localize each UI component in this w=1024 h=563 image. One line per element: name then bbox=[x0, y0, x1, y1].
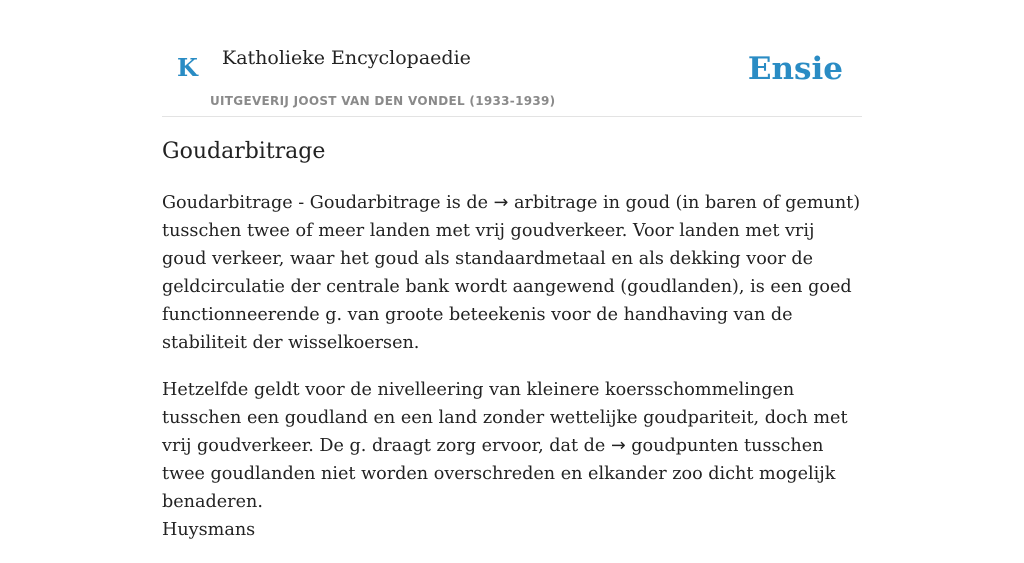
cross-reference-link-goudpunten[interactable]: goudpunten bbox=[631, 435, 739, 456]
paragraph-text: tusschen twee goudlanden niet worden overschreden en elkander zoo dicht mogelijk benaderen. bbox=[162, 435, 836, 512]
article-title: Goudarbitrage bbox=[162, 139, 326, 164]
article bbox=[162, 138, 862, 563]
arrow-icon: → bbox=[493, 192, 509, 213]
cross-reference-link-arbitrage[interactable]: arbitrage bbox=[513, 192, 598, 213]
arrow-icon: → bbox=[610, 435, 626, 456]
publication-title[interactable]: Katholieke Encyclopaedie bbox=[222, 47, 471, 69]
ensie-logo[interactable]: Ensie bbox=[747, 51, 843, 87]
paragraph-text: Hetzelfde geldt voor de nivelleering van kleinere koersschommelingen tusschen een goudland en een land zonder wettelijke goudpariteit, doch met vrij goudverkeer. De g. draagt zorg ervoor, dat de bbox=[162, 379, 848, 456]
site-header bbox=[162, 40, 862, 117]
paragraph-text: Goudarbitrage - Goudarbitrage is de bbox=[162, 192, 494, 213]
encyclopedia-logo[interactable]: K bbox=[177, 53, 198, 82]
article-paragraph-2 bbox=[162, 376, 862, 544]
paragraph-text: in goud (in baren of gemunt) tusschen twee of meer landen met vrij goudverkeer. Voor landen met vrij goud verkeer, waar het goud als standaardmetaal en als dekking voor de geldcirculatie der centrale bank wordt aangewend (goudlanden), is een goed functionneerende g. van groote beteekenis voor de handhaving van de stabiliteit der wisselkoersen. bbox=[162, 192, 861, 353]
article-paragraph-1 bbox=[162, 189, 862, 357]
article-author: Huysmans bbox=[162, 519, 256, 540]
publisher-line: UITGEVERIJ JOOST VAN DEN VONDEL (1933-1939) bbox=[210, 94, 556, 108]
